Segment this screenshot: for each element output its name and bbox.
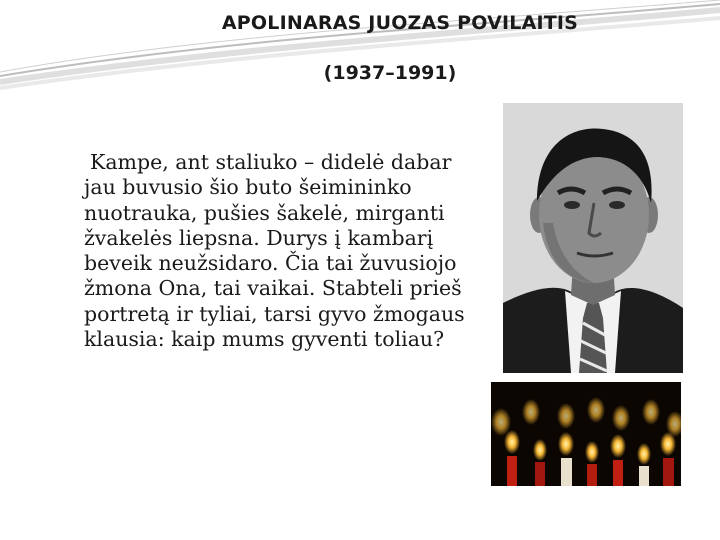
body-paragraph: Kampe, ant staliuko – didelė dabar jau buvusio šio buto šeimininko nuotrauka, pušies šakelė, mirganti žvakelės liepsna. Durys į kambarį beveik neužsidaro. Čia tai žuvusiojo žmona Ona, tai vaikai. Stabteli prieš portretą ir tyliai, tarsi gyvo žmogaus klausia: kaip mums gyventi toliau? — [84, 150, 465, 352]
portrait-photo-icon — [503, 103, 683, 373]
slide-title: APOLINARAS JUOZAS POVILAITIS — [221, 12, 579, 34]
slide-subtitle: (1937–1991) — [323, 62, 457, 84]
memorial-candles-icon — [491, 382, 681, 486]
